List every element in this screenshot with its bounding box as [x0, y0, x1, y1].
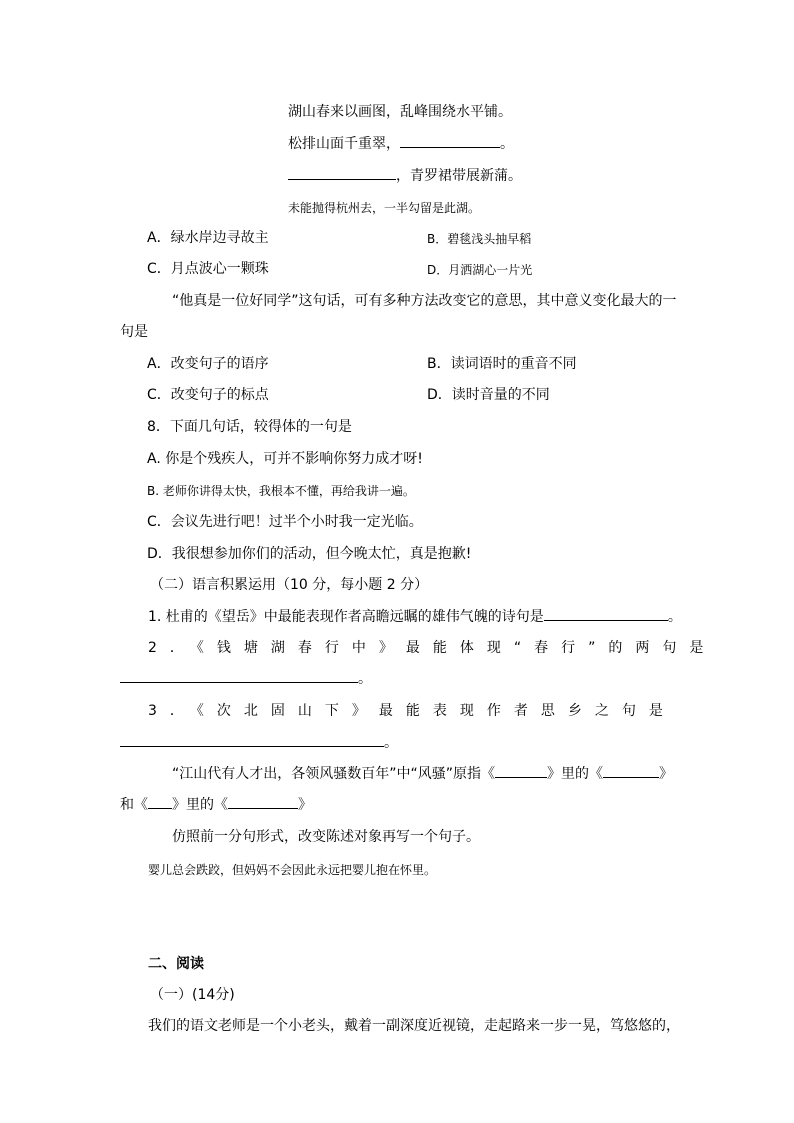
- reading-paragraph: 我们的语文老师是一个小老头，戴着一副深度近视镜，走起路来一步一晃，笃悠悠的，: [148, 1018, 680, 1034]
- poem-line-2: [288, 135, 514, 153]
- reading-subheading: （一）(14分): [150, 987, 235, 1003]
- option-c: C．月点波心一颗珠: [147, 261, 269, 277]
- section-2-q4-cont-mid: 》里的《: [172, 797, 228, 813]
- poem-blank-2[interactable]: [288, 167, 396, 180]
- section-2-q2-blank[interactable]: [120, 670, 358, 683]
- sentence-option-d: D．读时音量的不同: [427, 387, 550, 403]
- sentence-option-a: A．改变句子的语序: [147, 356, 269, 372]
- option-d: D．月洒湖心一片光: [427, 263, 533, 277]
- sentence-question-stem: “他真是一位好同学”这句话，可有多种方法改变它的意思，其中意义变化最大的一: [172, 293, 677, 309]
- section-2-q4-cont-text: 和《: [120, 797, 148, 813]
- option-a: A．绿水岸边寻故主: [147, 230, 269, 246]
- section-2-q2: 2．《钱塘湖春行中》最能体现“春行”的两句是: [148, 640, 717, 656]
- poem-line-1: 湖山春来以画图，乱峰围绕水平铺。: [288, 104, 512, 120]
- section-2-q5-example: 婴儿总会跌跤，但妈妈不会因此永远把婴儿抱在怀里。: [148, 863, 437, 877]
- section-2-q3-answer: [120, 734, 398, 752]
- q8-option-b: B. 老师你讲得太快，我根本不懂，再给我讲一遍。: [147, 484, 415, 498]
- section-2-q4-mid: 》里的《: [547, 766, 604, 782]
- poem-blank-1[interactable]: [400, 135, 500, 148]
- section-2-q3-blank[interactable]: [120, 734, 384, 747]
- section-2-q3-end: 。: [384, 735, 398, 751]
- q8-option-c: C．会议先进行吧！过半个小时我一定光临。: [147, 514, 423, 530]
- sentence-option-c: C．改变句子的标点: [147, 387, 269, 403]
- poem-line-3: [288, 167, 522, 185]
- poem-line-2-text: 松排山面千重翠，: [288, 136, 400, 152]
- section-2-q4-text: “江山代有人才出，各领风骚数百年”中“风骚”原指《: [172, 766, 496, 782]
- poem-line-2-end: 。: [500, 136, 514, 152]
- q8-option-a: A. 你是个残疾人，可并不影响你努力成才呀!: [147, 451, 423, 467]
- section-2-q2-end: 。: [358, 671, 372, 687]
- section-2-q1-blank[interactable]: [544, 608, 668, 621]
- section-2-q4-cont-close: 》: [298, 797, 312, 813]
- section-2-q5: 仿照前一分句形式，改变陈述对象再写一个句子。: [172, 829, 480, 845]
- section-2-q1-end: 。: [667, 609, 682, 625]
- sentence-question-stem-cont: 句是: [120, 324, 148, 340]
- poem-line-3-text: ，青罗裙带展新蒲。: [396, 168, 522, 184]
- section-2-q3: 3．《次北固山下》最能表现作者思乡之句是: [148, 703, 676, 719]
- section-2-q1-text: 1. 杜甫的《望岳》中最能表现作者高瞻远瞩的雄伟气魄的诗句是: [148, 609, 544, 625]
- section-2-q4-blank-4[interactable]: [228, 796, 298, 809]
- section-2-q4-blank-1[interactable]: [495, 765, 547, 778]
- section-2-q1: [148, 608, 682, 626]
- option-b: B．碧毯浅头抽早稻: [427, 232, 532, 246]
- section-2-q4-blank-3[interactable]: [148, 796, 172, 809]
- q8-option-d: D．我很想参加你们的活动，但今晚太忙，真是抱歉!: [147, 546, 472, 562]
- sentence-option-b: B．读词语时的重音不同: [427, 356, 577, 372]
- section-2-q2-answer: [120, 670, 372, 688]
- poem-line-4: 未能抛得杭州去，一半勾留是此湖。: [288, 201, 481, 215]
- reading-heading: 二、阅读: [148, 956, 204, 972]
- section-2-q4-blank-2[interactable]: [603, 765, 659, 778]
- section-2-q4-close: 》: [659, 766, 674, 782]
- q8-stem: 8．下面几句话，较得体的一句是: [147, 419, 352, 435]
- section-2-heading: （二）语言积累运用（10 分，每小题 2 分）: [150, 577, 429, 593]
- section-2-q4-cont: [120, 796, 312, 814]
- section-2-q4: [172, 765, 673, 783]
